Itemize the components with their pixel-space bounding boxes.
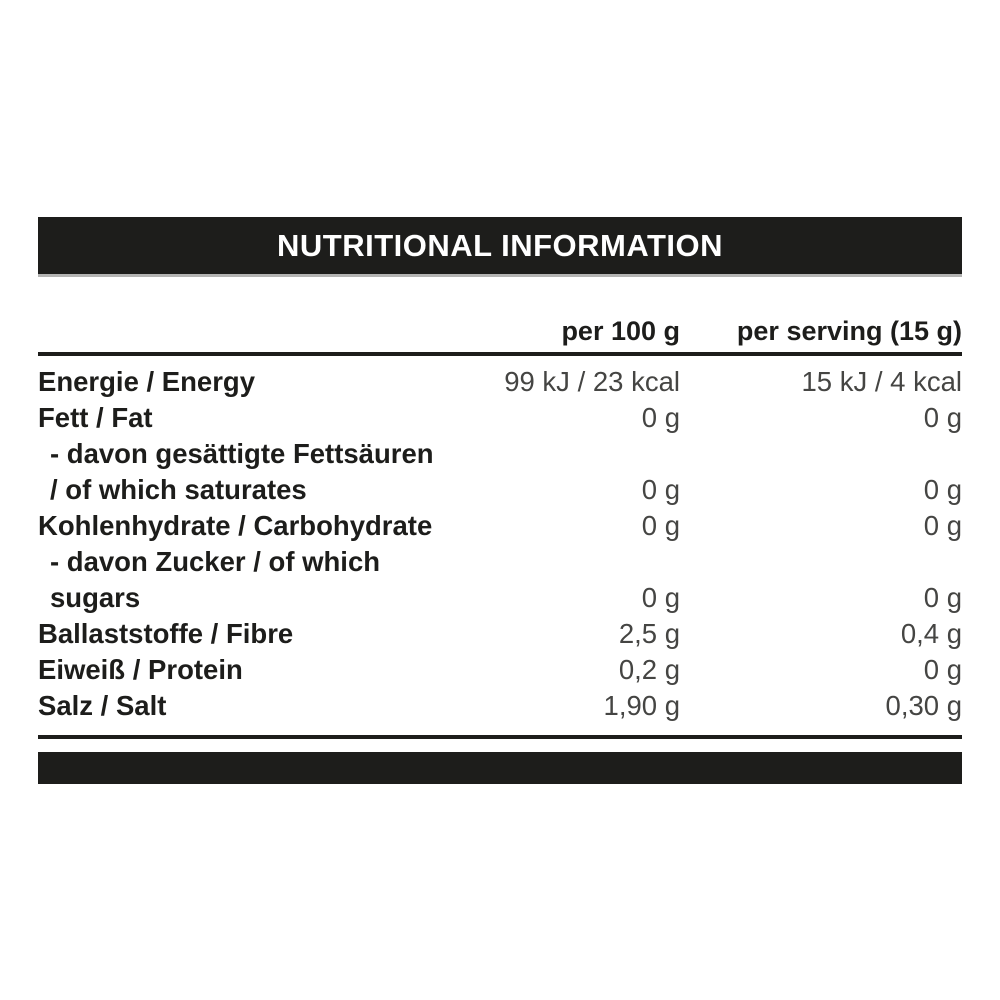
row-value-per-100g: 0 g <box>641 510 680 541</box>
row-label: - davon gesättigte Fettsäuren / of which saturates <box>50 438 434 505</box>
table-row-saturates <box>38 436 962 508</box>
row-value-per-100g: 0 g <box>641 582 680 613</box>
panel-title-bar <box>38 217 962 277</box>
row-value-per-serving: 0 g <box>923 402 962 433</box>
row-label: Salz / Salt <box>38 690 167 721</box>
row-label: Energie / Energy <box>38 366 256 397</box>
panel-footer-bar <box>38 752 962 784</box>
row-value-per-serving: 0,30 g <box>885 690 962 721</box>
row-value-per-serving: 0 g <box>923 582 962 613</box>
row-value-per-100g: 2,5 g <box>618 618 680 649</box>
table-row-sugars <box>38 544 962 616</box>
row-value-per-serving: 0 g <box>923 510 962 541</box>
column-header-per-100g: per 100 g <box>561 316 680 346</box>
row-value-per-100g: 0 g <box>641 402 680 433</box>
row-value-per-serving: 0,4 g <box>900 618 962 649</box>
row-label: Eiweiß / Protein <box>38 654 243 685</box>
table-row-fibre <box>38 616 962 652</box>
row-value-per-serving: 15 kJ / 4 kcal <box>801 366 962 397</box>
row-value-per-100g: 0 g <box>641 474 680 505</box>
row-value-per-100g: 0,2 g <box>618 654 680 685</box>
row-label: - davon Zucker / of which sugars <box>50 546 381 613</box>
row-label: Kohlenhydrate / Carbohydrate <box>38 510 433 541</box>
table-row-fat <box>38 400 962 436</box>
column-header-row <box>38 317 962 347</box>
column-header-per-serving: per serving (15 g) <box>736 316 962 346</box>
table-row-energy <box>38 364 962 400</box>
nutrition-table <box>38 356 962 724</box>
row-value-per-serving: 0 g <box>923 654 962 685</box>
row-label: Fett / Fat <box>38 402 153 433</box>
row-value-per-serving: 0 g <box>923 474 962 505</box>
panel-title: NUTRITIONAL INFORMATION <box>276 227 724 263</box>
row-label: Ballaststoffe / Fibre <box>38 618 294 649</box>
table-row-protein <box>38 652 962 688</box>
table-row-salt <box>38 688 962 724</box>
row-value-per-100g: 1,90 g <box>603 690 680 721</box>
divider-bottom <box>38 735 962 739</box>
row-value-per-100g: 99 kJ / 23 kcal <box>504 366 680 397</box>
table-row-carbohydrate <box>38 508 962 544</box>
nutrition-panel <box>38 217 962 784</box>
